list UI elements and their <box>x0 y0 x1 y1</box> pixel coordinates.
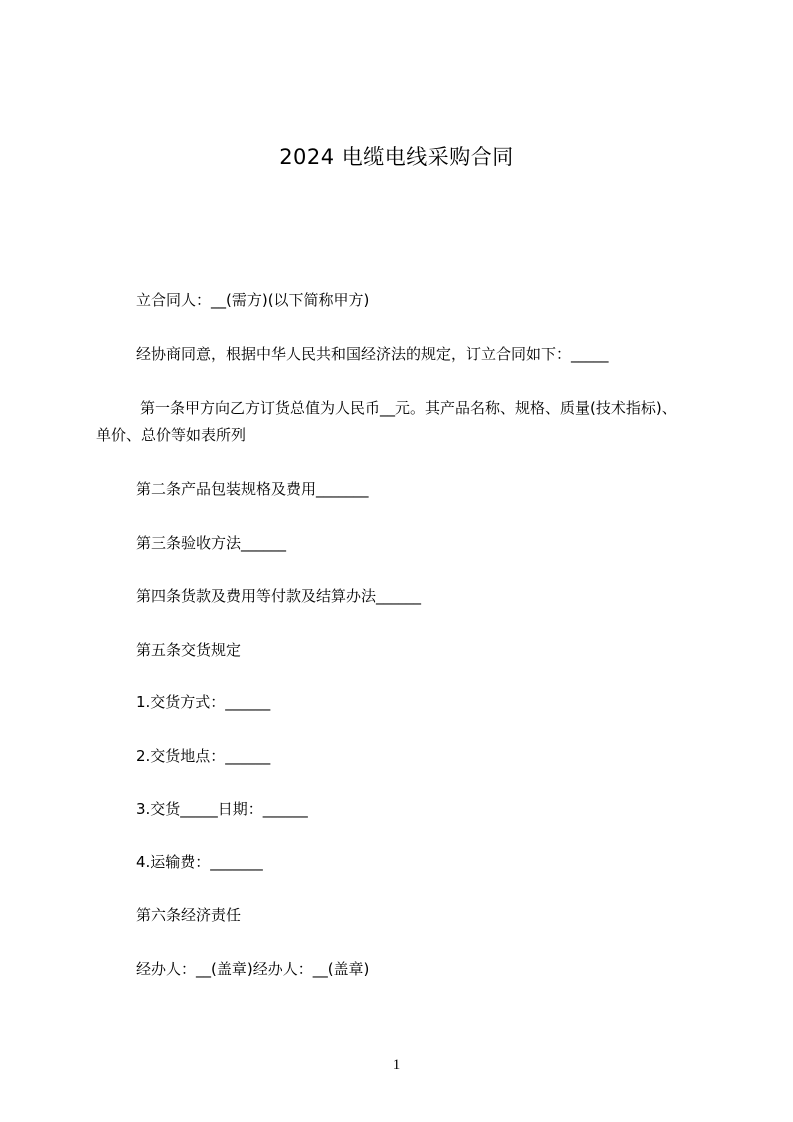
article-1-line-1: 第一条甲方向乙方订货总值为人民币__元。其产品名称、规格、质量(技术指标)、 <box>140 399 677 417</box>
delivery-method: 1.交货方式：______ <box>136 693 271 711</box>
delivery-date: 3.交货_____日期：______ <box>136 800 308 818</box>
article-2: 第二条产品包装规格及费用_______ <box>136 480 369 498</box>
article-6: 第六条经济责任 <box>136 906 242 924</box>
article-3: 第三条验收方法______ <box>136 534 287 552</box>
page-number: 1 <box>392 1057 401 1073</box>
agreement-preamble: 经协商同意，根据中华人民共和国经济法的规定，订立合同如下：_____ <box>136 345 609 363</box>
shipping-cost: 4.运输费：_______ <box>136 853 263 871</box>
signature-line: 经办人：__(盖章)经办人：__(盖章) <box>136 960 370 978</box>
article-5: 第五条交货规定 <box>136 641 242 659</box>
article-1-line-2: 单价、总价等如表所列 <box>96 426 247 444</box>
delivery-location: 2.交货地点：______ <box>136 747 271 765</box>
article-1 <box>96 397 726 446</box>
article-4: 第四条货款及费用等付款及结算办法______ <box>136 587 422 605</box>
contract-party-line: 立合同人：__(需方)(以下简称甲方) <box>136 291 370 309</box>
document-title: 2024 电缆电线采购合同 <box>279 145 514 169</box>
